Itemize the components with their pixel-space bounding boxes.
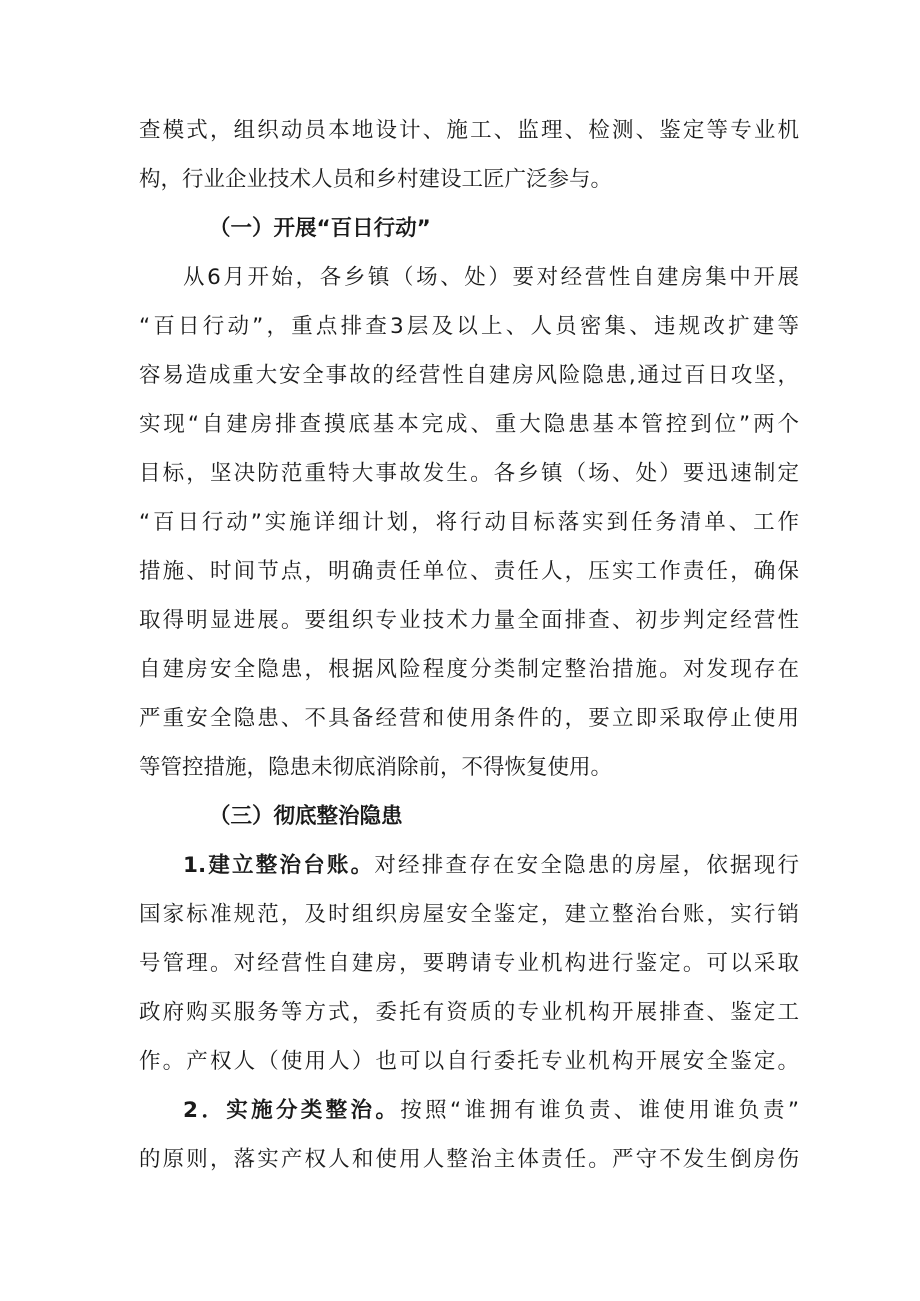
section-heading-1: （一）开展“百日行动” [209, 216, 431, 241]
body-line-6: 实现“自建房排查摸底基本完成、重大隐患基本管控到位”两个 [139, 412, 799, 437]
body-line-4: “百日行动”，重点排查3层及以上、人员密集、违规改扩建等 [139, 314, 799, 339]
item-2-label: 2．实施分类整治。 [183, 1098, 401, 1123]
body-line-10: 取得明显进展。要组织专业技术力量全面排查、初步判定经营性 [139, 608, 799, 633]
body-line-9: 措施、时间节点，明确责任单位、责任人，压实工作责任，确保 [139, 559, 799, 584]
body-line-13: 等管控措施，隐患未彻底消除前，不得恢复使用。 [139, 755, 613, 780]
body-line-3: 从6月开始，各乡镇（场、处）要对经营性自建房集中开展 [183, 265, 799, 290]
body-line-8: “百日行动”实施详细计划，将行动目标落实到任务清单、工作 [139, 510, 799, 535]
item-1-line [183, 851, 799, 881]
body-line-14: 国家标准规范，及时组织房屋安全鉴定，建立整治台账，实行销 [139, 902, 799, 927]
body-line-1: 查模式，组织动员本地设计、施工、监理、检测、鉴定等专业机 [139, 118, 799, 143]
body-line-12: 严重安全隐患、不具备经营和使用条件的，要立即采取停止使用 [139, 706, 799, 731]
item-1-text: 对经排查存在安全隐患的房屋，依据现行 [374, 853, 799, 878]
item-2-text: 按照“谁拥有谁负责、谁使用谁负责” [400, 1098, 799, 1123]
body-line-15: 号管理。对经营性自建房，要聘请专业机构进行鉴定。可以采取 [139, 951, 799, 976]
item-2-line [183, 1096, 799, 1126]
body-line-5: 容易造成重大安全事故的经营性自建房风险隐患,通过百日攻坚， [139, 363, 799, 388]
body-line-11: 自建房安全隐患，根据风险程度分类制定整治措施。对发现存在 [139, 657, 799, 682]
body-line-7: 目标，坚决防范重特大事故发生。各乡镇（场、处）要迅速制定 [139, 461, 799, 486]
item-1-label: 1.建立整治台账。 [183, 853, 375, 878]
body-line-2: 构，行业企业技术人员和乡村建设工匠广泛参与。 [139, 167, 613, 192]
body-line-16: 政府购买服务等方式，委托有资质的专业机构开展排查、鉴定工 [139, 1000, 799, 1025]
section-heading-3: （三）彻底整治隐患 [209, 804, 403, 829]
body-line-18: 的原则，落实产权人和使用人整治主体责任。严守不发生倒房伤 [139, 1147, 799, 1172]
body-line-17: 作。产权人（使用人）也可以自行委托专业机构开展安全鉴定。 [139, 1049, 799, 1074]
